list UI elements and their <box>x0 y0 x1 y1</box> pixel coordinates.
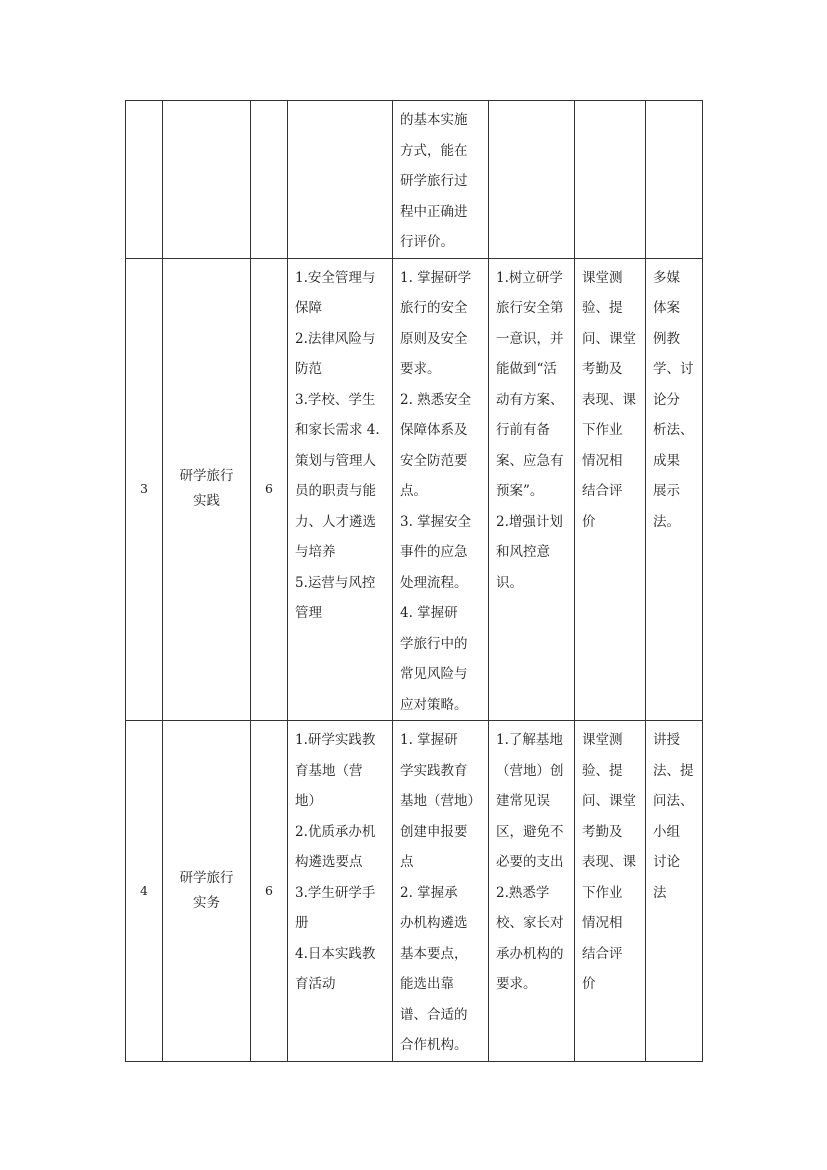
unit-name-cell: 研学旅行 实务 <box>163 721 251 1062</box>
quality-goal-cell: 1.树立研学 旅行安全第 一意识，并 能做到“活 动有方案、 行前有备 案、应急有 预案”。 2.增强计划 和风控意 识。 <box>489 258 575 721</box>
assessment-cell: 课堂测 验、提 问、课堂 考勤及 表现、课 下作业 情况相 结合评 价 <box>575 721 646 1062</box>
teaching-method-cell: 多媒 体案 例教 学、讨 论分 析法、 成果 展示 法。 <box>646 258 703 721</box>
assessment-cell <box>575 101 646 259</box>
unit-hours-cell: 6 <box>251 721 288 1062</box>
knowledge-goal-cell: 1. 掌握研学 旅行的安全 原则及安全 要求。 2. 熟悉安全 保障体系及 安全防范要 点。 3. 掌握安全 事件的应急 处理流程。 4. 掌握研 学旅行中的 常见风险与 应对策略。 <box>393 258 489 721</box>
quality-goal-cell: 1.了解基地 （营地）创 建常见误 区，避免不 必要的支出 2.熟悉学 校、家长对 承办机构的 要求。 <box>489 721 575 1062</box>
unit-hours-cell: 6 <box>251 258 288 721</box>
table-row <box>126 258 703 721</box>
knowledge-goal-cell: 1. 掌握研 学实践教育 基地（营地） 创建申报要 点 2. 掌握承 办机构遴选 基本要点， 能选出靠 谱、合适的 合作机构。 <box>393 721 489 1062</box>
knowledge-goal-cell: 的基本实施 方式，能在 研学旅行过 程中正确进 行评价。 <box>393 101 489 259</box>
course-syllabus-table <box>125 100 703 1062</box>
unit-number-cell <box>126 101 163 259</box>
teaching-method-cell: 讲授 法、提 问法、 小组 讨论 法 <box>646 721 703 1062</box>
quality-goal-cell <box>489 101 575 259</box>
assessment-cell: 课堂测 验、提 问、课堂 考勤及 表现、课 下作业 情况相 结合评 价 <box>575 258 646 721</box>
teaching-method-cell <box>646 101 703 259</box>
unit-number-cell: 3 <box>126 258 163 721</box>
teaching-content-cell <box>288 101 393 259</box>
unit-number-cell: 4 <box>126 721 163 1062</box>
teaching-content-cell: 1.安全管理与 保障 2.法律风险与 防范 3.学校、学生 和家长需求 4. 策划与管理人 员的职责与能 力、人才遴选 与培养 5.运营与风控 管理 <box>288 258 393 721</box>
unit-hours-cell <box>251 101 288 259</box>
unit-name-cell: 研学旅行 实践 <box>163 258 251 721</box>
table-row <box>126 101 703 259</box>
teaching-content-cell: 1.研学实践教 育基地（营地） 2.优质承办机 构遴选要点 3.学生研学手 册 4.日本实践教 育活动 <box>288 721 393 1062</box>
table-row <box>126 721 703 1062</box>
unit-name-cell <box>163 101 251 259</box>
